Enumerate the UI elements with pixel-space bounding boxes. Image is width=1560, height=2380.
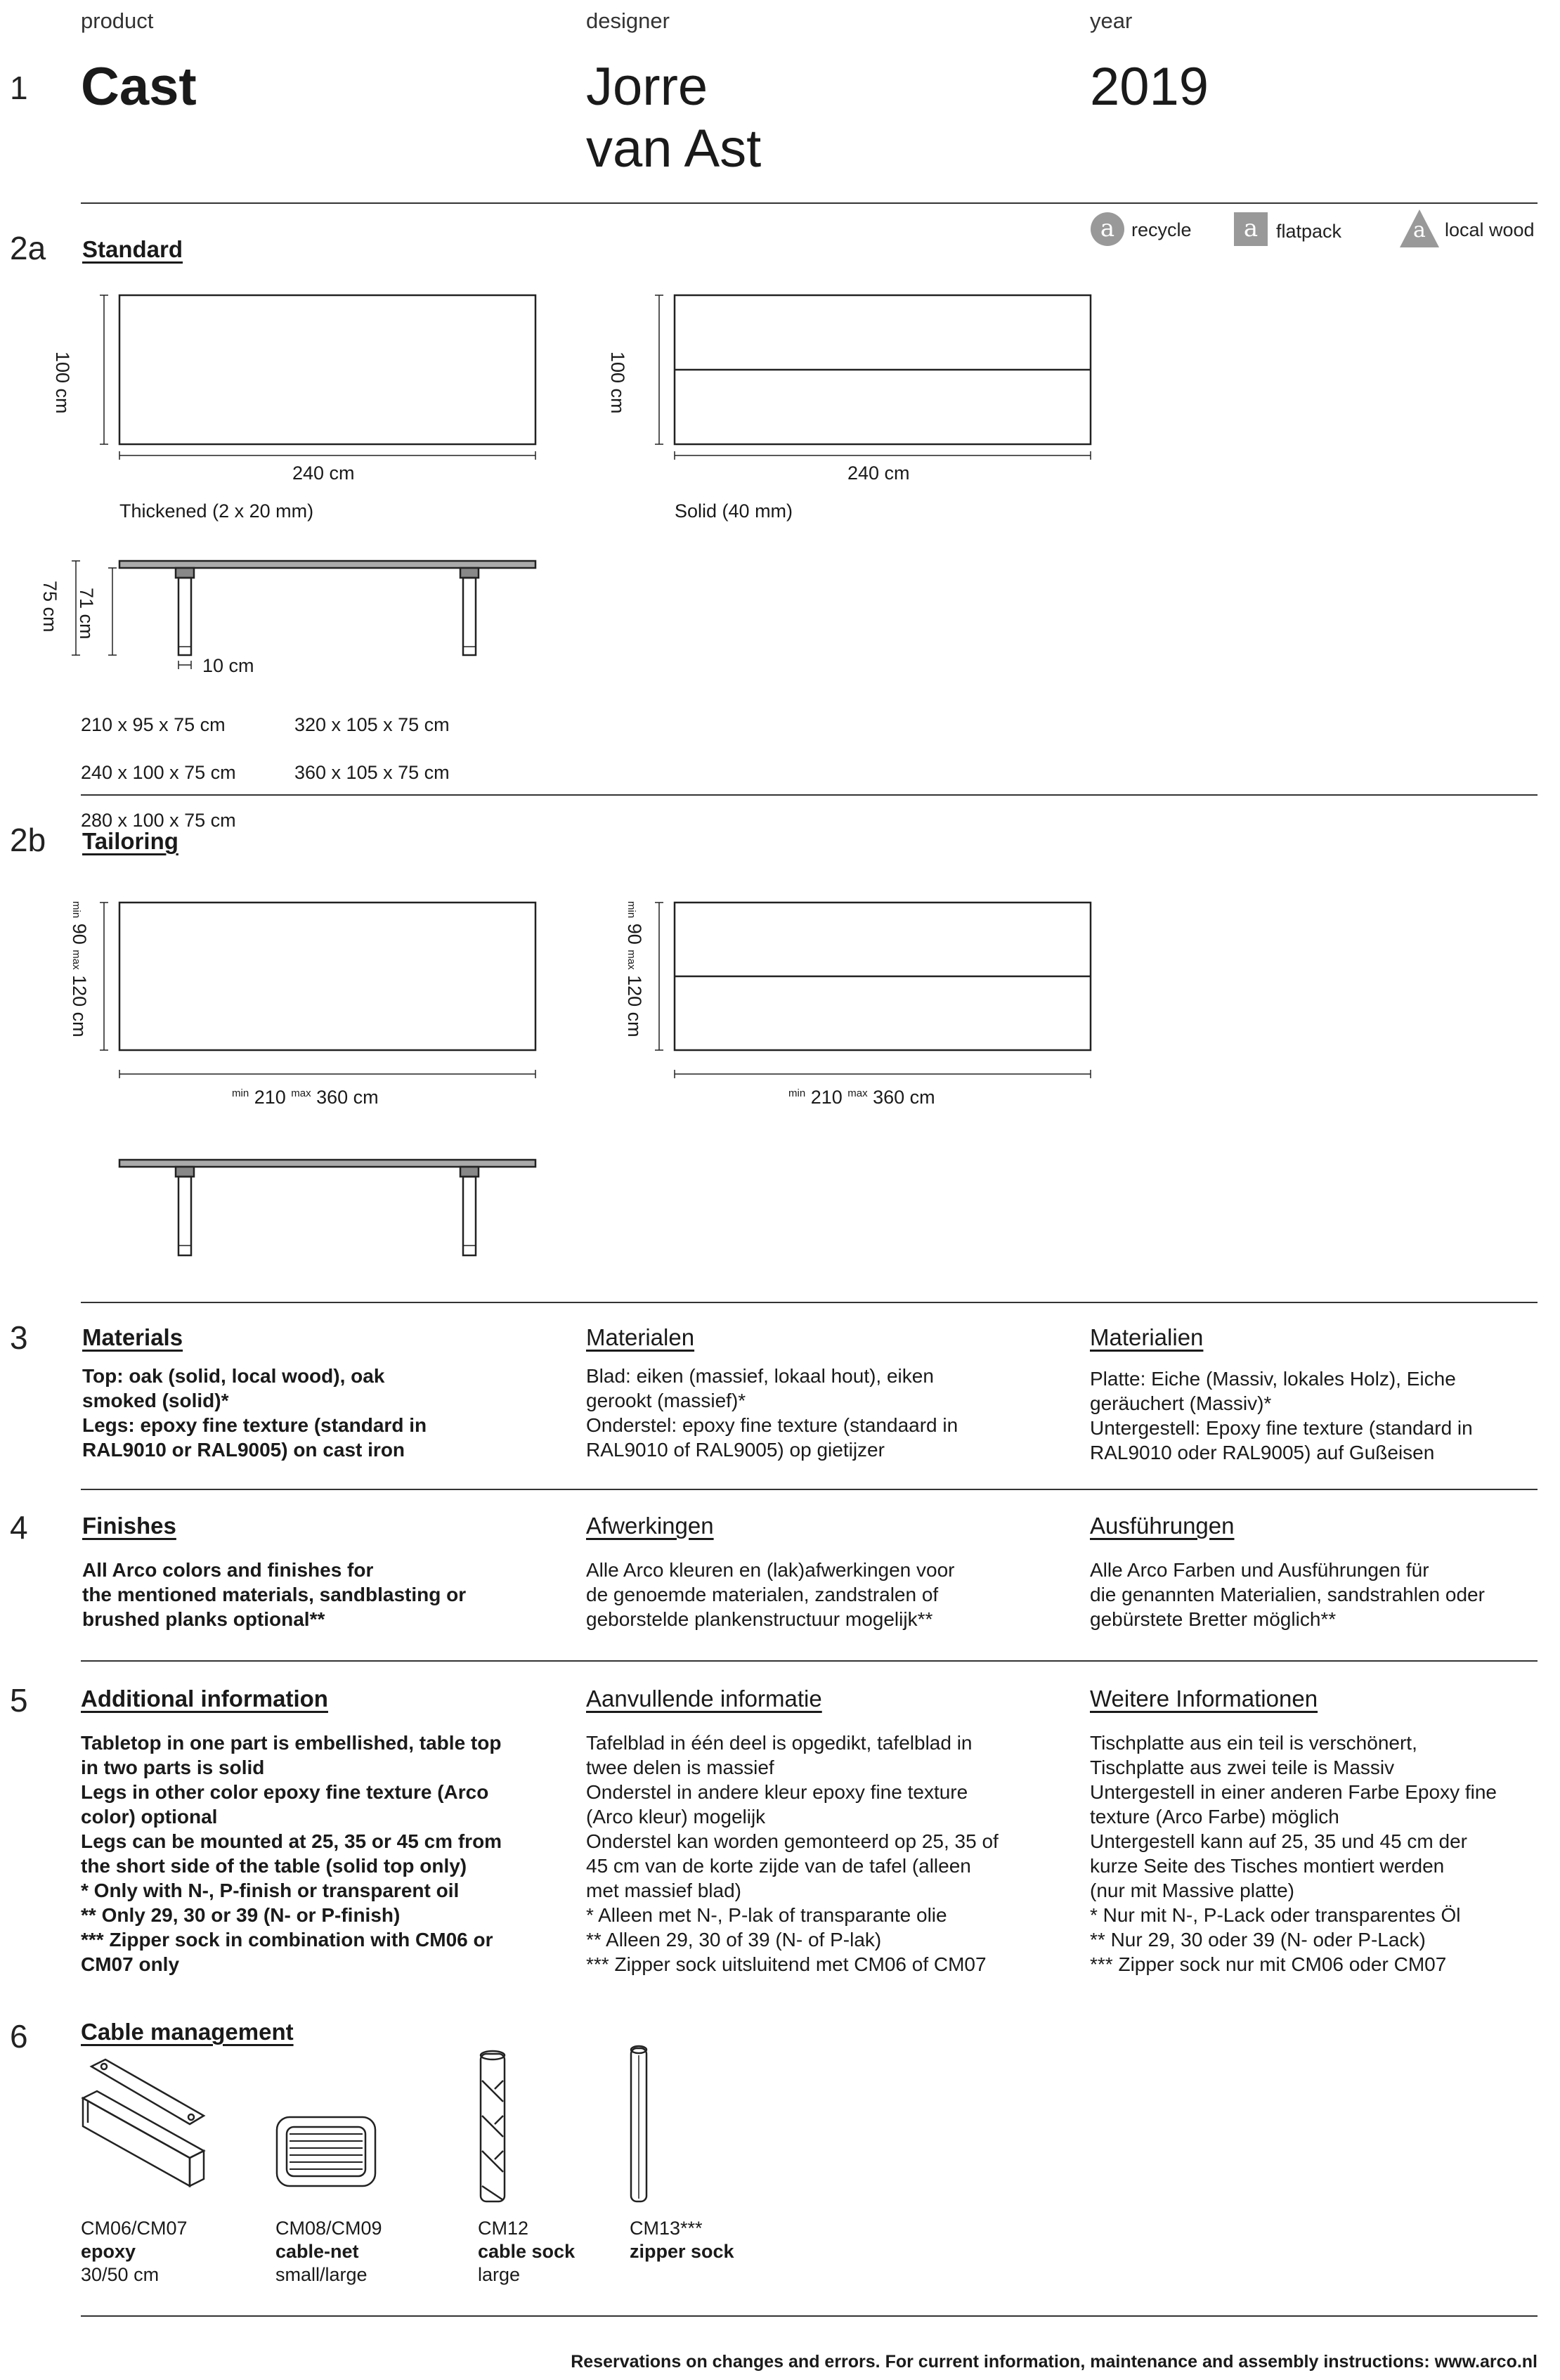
- cable-name: cable-net: [275, 2241, 359, 2262]
- cable-item-cm08: [275, 2217, 382, 2287]
- local-wood-glyph: a: [1413, 218, 1426, 242]
- standard-title: Standard: [82, 236, 183, 262]
- cable-name: zipper sock: [630, 2241, 734, 2262]
- finishes-de-text: Alle Arco Farben und Ausführungen für die genannten Materialien, sandstrahlen oder gebürstete Bretter möglich**: [1090, 1559, 1485, 1630]
- cable-code: CM12: [478, 2218, 529, 2239]
- materials-en-text: Top: oak (solid, local wood), oak smoked (solid)* Legs: epoxy fine texture (standard in RAL9010 or RAL9005) on cast iron: [82, 1365, 427, 1461]
- cable-illustrations: [83, 2046, 646, 2201]
- cable-code: CM13***: [630, 2218, 703, 2239]
- finishes-de-title: Ausführungen: [1090, 1513, 1235, 1539]
- leg-width-dim: 10 cm: [202, 655, 254, 676]
- standard-sizes-col2: [294, 689, 450, 808]
- size-option: 360 x 105 x 75 cm: [294, 762, 450, 783]
- width-min: 210: [810, 1087, 843, 1108]
- section-number-4: 4: [10, 1509, 28, 1546]
- section-number-5: 5: [10, 1682, 28, 1719]
- min-marker: min: [232, 1087, 249, 1099]
- cable-name: cable sock: [478, 2241, 576, 2262]
- year-value: 2019: [1090, 57, 1209, 117]
- product-label: product: [81, 8, 154, 33]
- finishes-nl-title: Afwerkingen: [586, 1513, 714, 1539]
- height-max: 120 cm: [624, 975, 645, 1037]
- cable-item-cm12: [478, 2217, 575, 2287]
- finishes-en-text: All Arco colors and finishes for the mentioned materials, sandblasting or brushed planks optional**: [82, 1559, 467, 1630]
- standard-left-caption: Thickened (2 x 20 mm): [119, 500, 314, 522]
- section-number-2a: 2a: [10, 230, 46, 266]
- tailoring-side-leg-right: [463, 1177, 476, 1255]
- standard-side-tabletop: [119, 561, 535, 568]
- standard-right-width-dim: 240 cm: [847, 463, 910, 484]
- size-option: 240 x 100 x 75 cm: [81, 762, 236, 783]
- flatpack-icon: a: [1234, 212, 1268, 246]
- designer-name-line2: van Ast: [586, 119, 762, 179]
- cable-size: 30/50 cm: [81, 2264, 160, 2285]
- standard-left-width-dim: 240 cm: [292, 463, 355, 484]
- max-marker: max: [70, 950, 82, 970]
- width-max: 360 cm: [316, 1087, 379, 1108]
- min-marker: min: [70, 901, 82, 919]
- cable-code: CM06/CM07: [81, 2218, 188, 2239]
- divider: [81, 1489, 1538, 1490]
- tailoring-left-top-view: [119, 903, 535, 1050]
- additional-en-title: Additional information: [81, 1686, 328, 1712]
- max-marker: max: [847, 1087, 868, 1099]
- section-number-6: 6: [10, 2018, 28, 2055]
- standard-right-caption: Solid (40 mm): [675, 500, 793, 522]
- standard-left-height-dim: 100 cm: [52, 351, 73, 414]
- size-option: 320 x 105 x 75 cm: [294, 714, 450, 735]
- cable-item-cm13: [630, 2217, 734, 2263]
- height-min: 90: [624, 923, 645, 945]
- tailoring-side-tabletop: [119, 1160, 535, 1167]
- designer-name-line1: Jorre: [586, 57, 708, 117]
- max-marker: max: [291, 1087, 311, 1099]
- flatpack-label: flatpack: [1276, 221, 1342, 242]
- designer-label: designer: [586, 8, 670, 33]
- materials-en-title: Materials: [82, 1324, 183, 1350]
- height-min: 90: [69, 923, 90, 945]
- finishes-nl-text: Alle Arco kleuren en (lak)afwerkingen voor de genoemde materialen, zandstralen of geborstelde plankenstructuur mogelijk**: [586, 1559, 955, 1630]
- standard-side-leg-left: [178, 578, 191, 655]
- min-marker: min: [625, 901, 637, 919]
- local-wood-label: local wood: [1445, 219, 1535, 240]
- standard-right-height-dim: 100 cm: [607, 351, 628, 414]
- tailoring-title: Tailoring: [82, 828, 178, 854]
- tailoring-side-leg-left: [178, 1177, 191, 1255]
- recycle-label: recycle: [1131, 219, 1192, 240]
- cable-name: epoxy: [81, 2241, 136, 2262]
- width-min: 210: [254, 1087, 286, 1108]
- height-max: 120 cm: [69, 975, 90, 1037]
- min-marker: min: [788, 1087, 806, 1099]
- tailoring-right-height-dim: [623, 901, 645, 1037]
- materials-de-title: Materialien: [1090, 1324, 1204, 1350]
- side-leg-height-dim: 71 cm: [76, 588, 97, 640]
- size-option: 280 x 100 x 75 cm: [81, 810, 236, 831]
- additional-nl-text: Tafelblad in één deel is opgedikt, tafelblad in twee delen is massief Onderstel in andere kleur epoxy fine texture (Arco kleur) mogelijk Onderstel kan worden gemonteerd op 25, 35 of 45 cm van de korte zijde van de tafel (alleen met massief blad) * Alleen met N-, P-lak of transparante olie ** Alleen 29, 30 of 39 (N- of P-lak) *** Zipper sock uitsluitend met CM06 of CM07: [586, 1732, 999, 1975]
- standard-left-top-view: [119, 295, 535, 444]
- divider: [81, 1302, 1538, 1303]
- side-total-height-dim: 75 cm: [39, 581, 60, 633]
- tailoring-right-width-dim: [788, 1087, 935, 1108]
- materials-nl-title: Materialen: [586, 1324, 695, 1350]
- divider: [81, 794, 1538, 796]
- standard-side-leg-right: [463, 578, 476, 655]
- divider: [81, 1660, 1538, 1662]
- tray-lid: [91, 2059, 204, 2124]
- footer-note: Reservations on changes and errors. For current information, maintenance and assembly instructions: www.arco.nl: [571, 2352, 1538, 2372]
- finishes-en-title: Finishes: [82, 1513, 176, 1539]
- cable-item-cm06: [81, 2217, 188, 2287]
- additional-de-title: Weitere Informationen: [1090, 1686, 1318, 1712]
- materials-de-text: Platte: Eiche (Massiv, lokales Holz), Eiche geräuchert (Massiv)* Untergestell: Epoxy fine texture (standard in RAL9010 oder RAL9005) auf Gußeisen: [1090, 1368, 1473, 1463]
- year-label: year: [1090, 8, 1133, 33]
- divider: [81, 2315, 1538, 2317]
- max-marker: max: [625, 950, 637, 970]
- recycle-icon: a: [1091, 212, 1124, 246]
- size-option: 210 x 95 x 75 cm: [81, 714, 226, 735]
- cable-code: CM08/CM09: [275, 2218, 382, 2239]
- tailoring-left-width-dim: [232, 1087, 379, 1108]
- section-number-3: 3: [10, 1319, 28, 1356]
- width-max: 360 cm: [873, 1087, 935, 1108]
- cable-title: Cable management: [81, 2019, 294, 2045]
- section-number-2b: 2b: [10, 822, 46, 858]
- additional-en-text: Tabletop in one part is embellished, table top in two parts is solid Legs in other color epoxy fine texture (Arco color) optional Legs can be mounted at 25, 35 or 45 cm from the short side of the table (solid top only) * Only with N-, P-finish or transparent oil ** Only 29, 30 or 39 (N- or P-finish) *** Zipper sock in combination with CM06 or CM07 only: [81, 1732, 502, 1975]
- cable-size: large: [478, 2264, 521, 2285]
- additional-nl-title: Aanvullende informatie: [586, 1686, 822, 1712]
- row-number-1: 1: [10, 70, 28, 106]
- materials-nl-text: Blad: eiken (massief, lokaal hout), eiken gerookt (massief)* Onderstel: epoxy fine texture (standaard in RAL9010 of RAL9005) op gietijzer: [586, 1365, 958, 1461]
- additional-de-text: Tischplatte aus ein teil is verschönert, Tischplatte aus zwei teile is Massiv Untergestell in einer anderen Farbe Epoxy fine texture (Arco Farbe) möglich Untergestell kann auf 25, 35 und 45 cm der kurze Seite des Tisches montiert werden (nur mit Massive platte) * Nur mit N-, P-Lack oder transparentes Öl ** Nur 29, 30 oder 39 (N- oder P-Lack) *** Zipper sock nur mit CM06 oder CM07: [1090, 1732, 1497, 1975]
- product-name: Cast: [81, 57, 197, 117]
- tailoring-left-height-dim: [68, 901, 90, 1037]
- cable-size: small/large: [275, 2264, 368, 2285]
